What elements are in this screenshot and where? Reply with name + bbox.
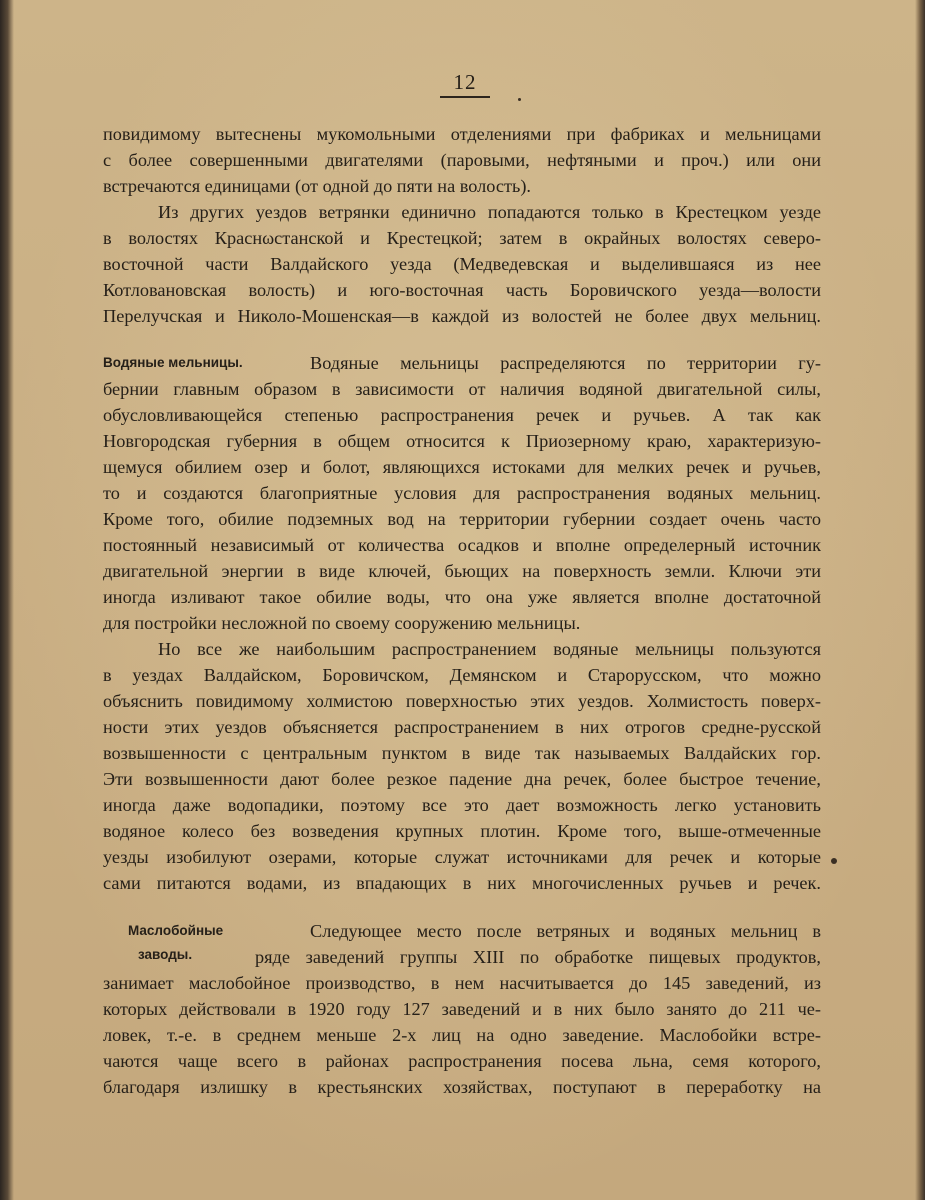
text-line: сами питаются водами, из впадающих в них многочисленных ручьев и речек.	[103, 873, 821, 893]
text-line: постоянный независимый от количества осадков и вполне определерный источник	[103, 535, 821, 555]
text-line: Водяные мельницы распределяются по территории гу-	[310, 353, 821, 373]
text-line: Перелучская и Николо-Мошенская—в каждой из волостей не более двух мельниц.	[103, 306, 821, 326]
text-line: щемуся обилием озер и болот, являющихся истоками для мелких речек и ручьев,	[103, 457, 821, 477]
text-line: в уездах Валдайском, Боровичском, Демянском и Старорусском, что можно	[103, 665, 821, 685]
text-line: двигательной энергии в виде ключей, бьющих на поверхность земли. Ключи эти	[103, 561, 821, 581]
text-line: то и создаются благоприятные условия для распространения водяных мельниц.	[103, 483, 821, 503]
margin-heading-oil-mills-line2: заводы.	[138, 947, 193, 962]
text-line: бернии главным образом в зависимости от наличия водяной двигательной силы,	[103, 379, 821, 399]
text-line: ловек, т.-е. в среднем меньше 2-х лиц на одно заведение. Маслобойки встре-	[103, 1025, 821, 1045]
text-line: занимает маслобойное производство, в нем насчитывается до 145 заведений, из	[103, 973, 821, 993]
text-line: Кроме того, обилие подземных вод на территории губернии создает очень часто	[103, 509, 821, 529]
text-line: ряде заведений группы XIII по обработке пищевых продуктов,	[255, 947, 821, 967]
margin-heading-water-mills: Водяные мельницы.	[103, 355, 243, 370]
text-line: иногда изливают такое обилие воды, что она уже является вполне достаточной	[103, 587, 821, 607]
text-line: встречаются единицами (от одной до пяти на волость).	[103, 176, 532, 196]
text-line: иногда даже водопадики, поэтому все это дает возможность легко установить	[103, 795, 821, 815]
scan-left-edge	[0, 0, 14, 1200]
text-line: Но все же наибольшим распространением водяные мельницы пользуются	[158, 639, 821, 659]
text-line: водяное колесо без возведения крупных плотин. Кроме того, выше-отмеченные	[103, 821, 821, 841]
text-line: объяснить повидимому холмистою поверхностью этих уездов. Холмистость поверх-	[103, 691, 821, 711]
text-line: восточной части Валдайского уезда (Медведевская и выделившаяся из нее	[103, 254, 821, 274]
ink-speck	[518, 98, 521, 101]
text-line: уезды изобилуют озерами, которые служат источниками для речек и которые	[103, 847, 821, 867]
text-line: в волостях Краснωстанской и Крестецкой; затем в окрайных волостях северо-	[103, 228, 821, 248]
text-line: ности этих уездов объясняется распространением в них отрогов средне-русской	[103, 717, 821, 737]
page-number: 12	[453, 70, 477, 94]
text-line: Эти возвышенности дают более резкое падение дна речек, более быстрое течение,	[103, 769, 821, 789]
text-line: Следующее место после ветряных и водяных мельниц в	[310, 921, 821, 941]
text-line: возвышенности с центральным пунктом в виде так называемых Валдайских гор.	[103, 743, 821, 763]
text-line: с более совершенными двигателями (паровыми, нефтяными и проч.) или они	[103, 150, 821, 170]
text-line: повидимому вытеснены мукомольными отделениями при фабриках и мельницами	[103, 124, 821, 144]
text-line: для постройки несложной по своему сооружению мельницы.	[103, 613, 581, 633]
text-line: Котлованoвская волость) и юго-восточная часть Боровичского уезда—волости	[103, 280, 821, 300]
scan-right-edge	[915, 0, 925, 1200]
text-line: благодаря излишку в крестьянских хозяйствах, поступают в переработку на	[103, 1077, 821, 1097]
page-number-rule	[440, 96, 490, 98]
ink-speck	[831, 858, 837, 864]
text-line: чаются чаще всего в районах распространения посева льна, семя которого,	[103, 1051, 821, 1071]
text-line: которых действовали в 1920 году 127 заведений и в них было занято до 211 че-	[103, 999, 821, 1019]
text-line: Новгородская губерния в общем относится к Приозерному краю, характеризую-	[103, 431, 821, 451]
margin-heading-oil-mills: Маслобойные	[128, 923, 224, 938]
text-line: Из других уездов ветрянки единично попадаются только в Крестецком уезде	[158, 202, 821, 222]
text-line: обусловливающейся степенью распространения речек и ручьев. А так как	[103, 405, 821, 425]
